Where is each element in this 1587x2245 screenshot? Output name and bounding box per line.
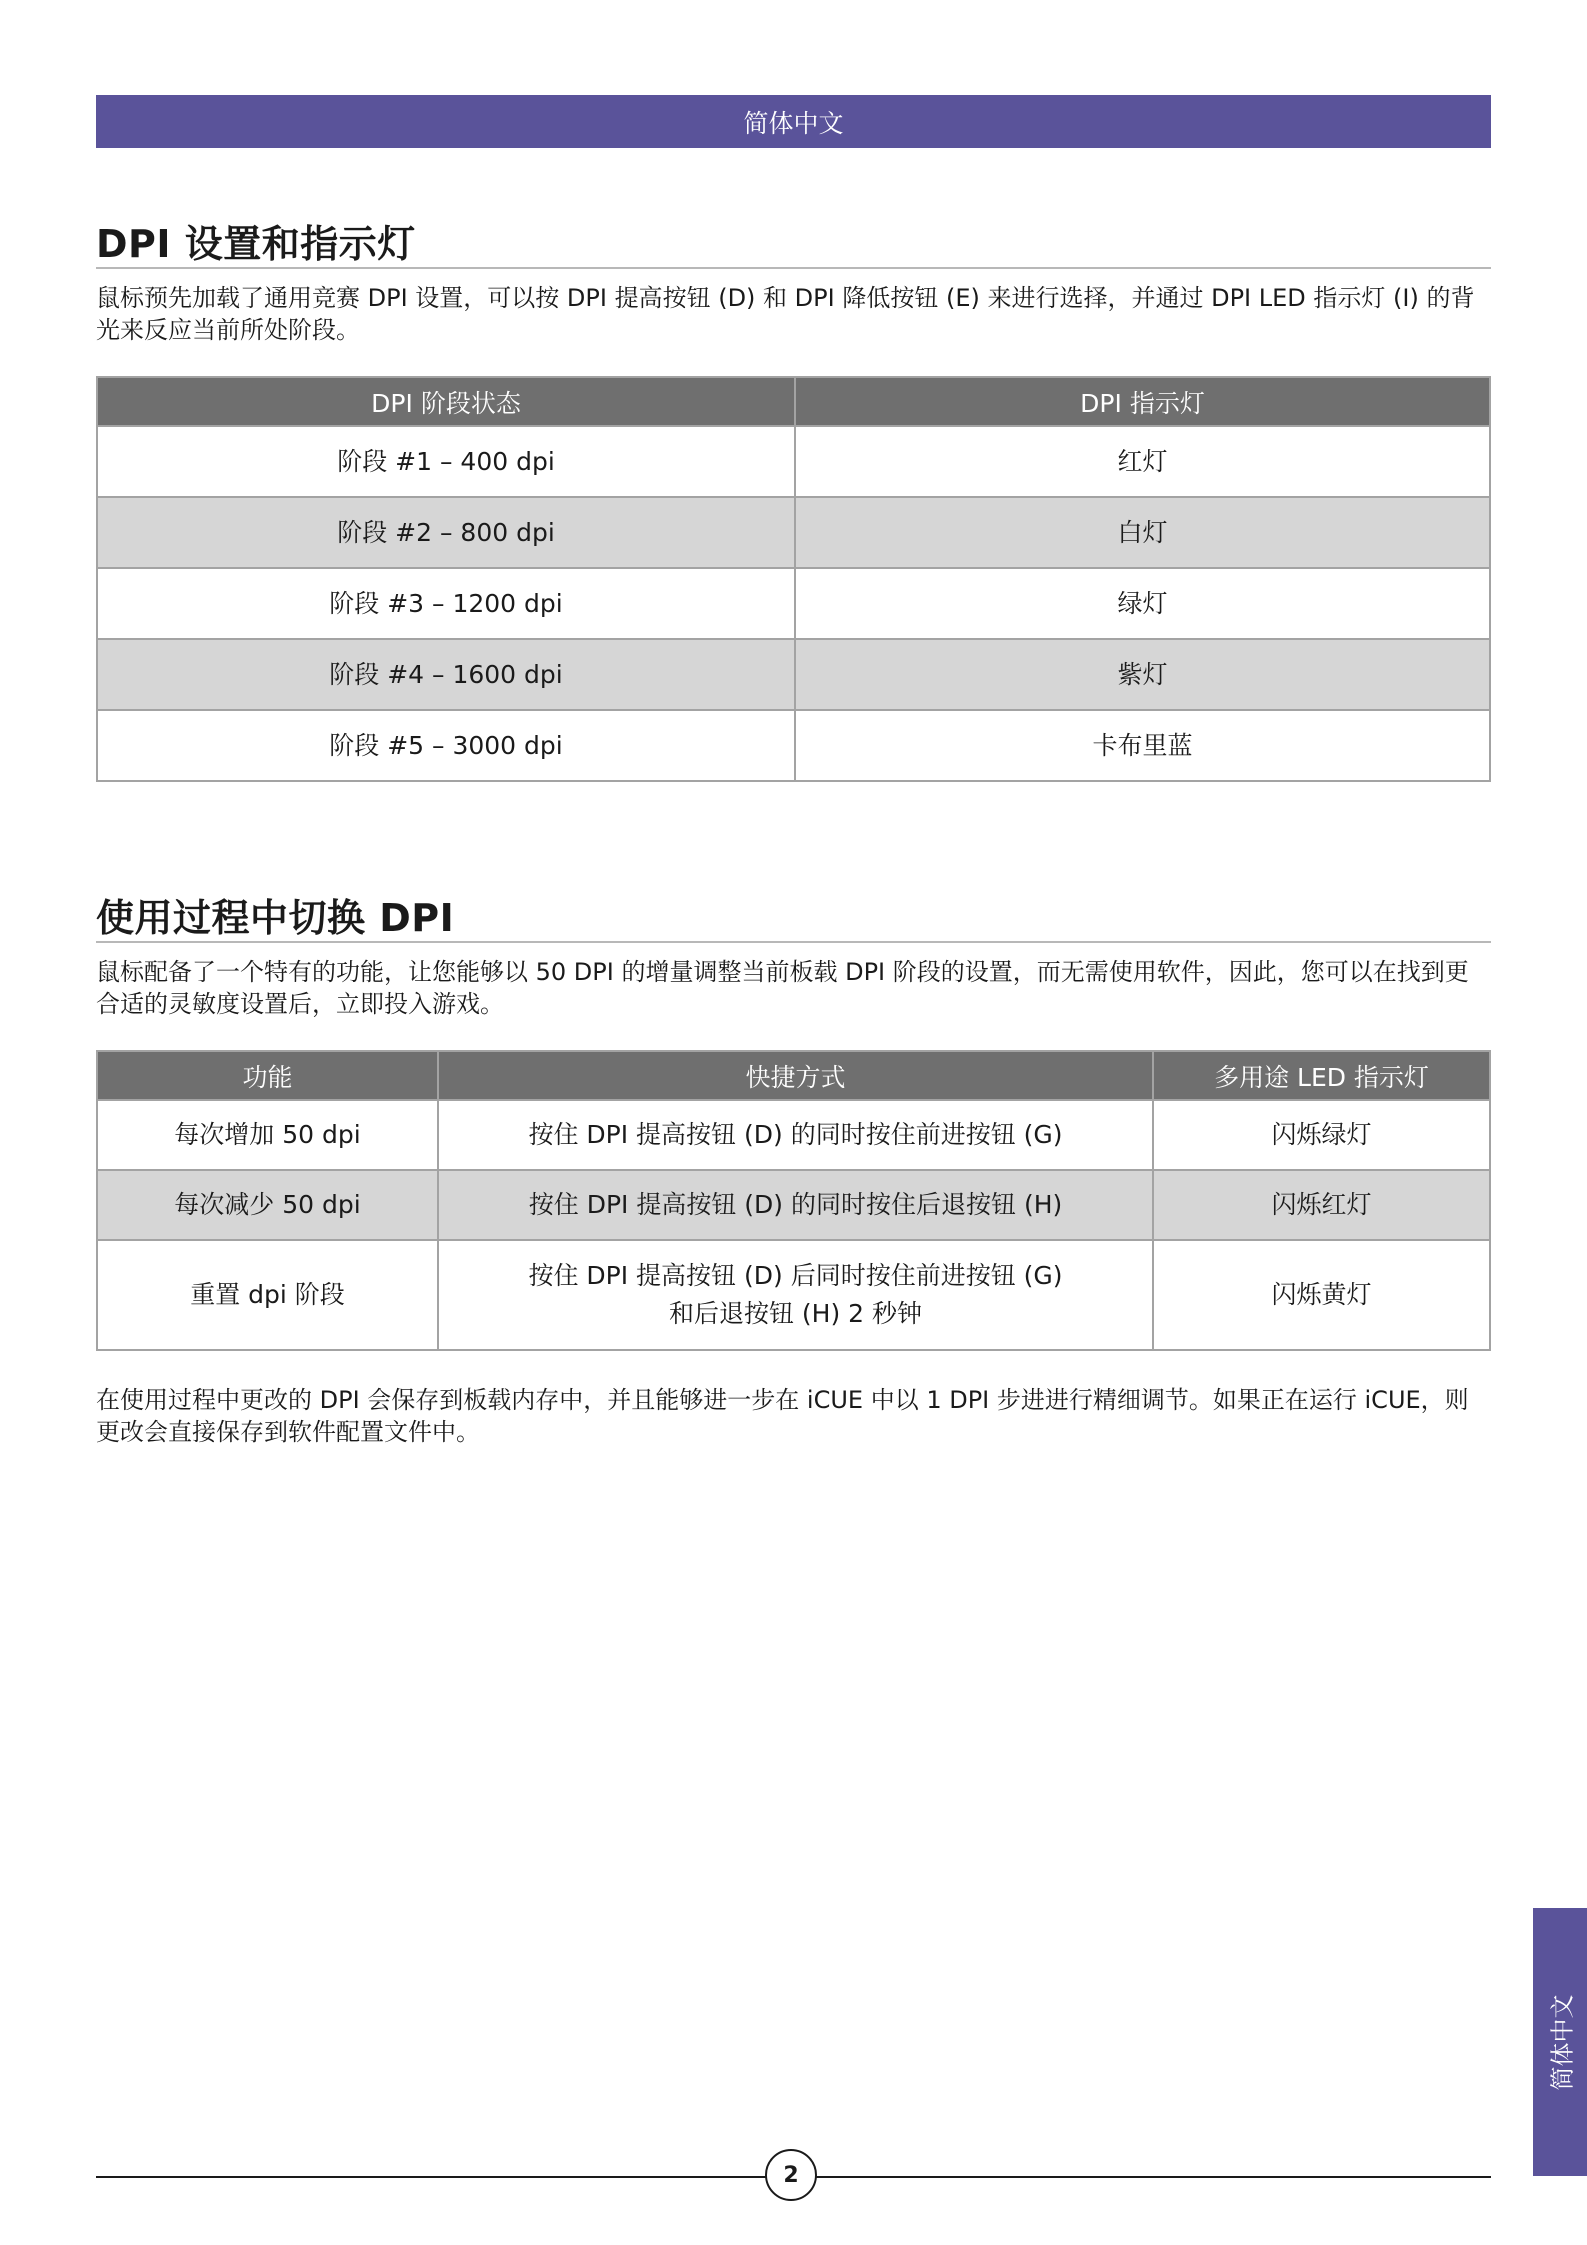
shortcut-line: 和后退按钮 (H) 2 秒钟 [668, 1299, 923, 1328]
column-header-indicator: DPI 指示灯 [795, 377, 1490, 426]
stage-cell: 阶段 #4 – 1600 dpi [97, 639, 795, 710]
stage-cell: 阶段 #1 – 400 dpi [97, 426, 795, 497]
dpi-shortcut-table [96, 1050, 1491, 1351]
table-row [97, 497, 1490, 568]
table-row [97, 1170, 1490, 1240]
section-divider [96, 267, 1491, 269]
led-cell: 闪烁红灯 [1153, 1170, 1490, 1240]
indicator-cell: 白灯 [795, 497, 1490, 568]
column-header-led: 多用途 LED 指示灯 [1153, 1051, 1490, 1100]
dpi-settings-intro: 鼠标预先加载了通用竞赛 DPI 设置，可以按 DPI 提高按钮 (D) 和 DPI 降低按钮 (E) 来进行选择，并通过 DPI LED 指示灯 (I) 的背光来反应当前所处阶段。 [96, 284, 1475, 344]
table-row [97, 710, 1490, 781]
function-cell: 每次增加 50 dpi [97, 1100, 438, 1170]
shortcut-line: 按住 DPI 提高按钮 (D) 后同时按住前进按钮 (G) [528, 1261, 1063, 1290]
table-row [97, 1100, 1490, 1170]
on-the-fly-dpi-title: 使用过程中切换 DPI [96, 896, 455, 940]
section-divider [96, 941, 1491, 943]
table-row [97, 639, 1490, 710]
indicator-cell: 紫灯 [795, 639, 1490, 710]
language-banner [96, 95, 1491, 148]
dpi-stage-table [96, 376, 1491, 782]
function-cell: 重置 dpi 阶段 [97, 1240, 438, 1350]
stage-cell: 阶段 #3 – 1200 dpi [97, 568, 795, 639]
page-number-label: 2 [783, 2162, 799, 2188]
dpi-settings-title: DPI 设置和指示灯 [96, 222, 416, 266]
led-cell: 闪烁绿灯 [1153, 1100, 1490, 1170]
side-tab-label: 简体中文 [1548, 1994, 1577, 2090]
shortcut-cell: 按住 DPI 提高按钮 (D) 的同时按住前进按钮 (G) [438, 1100, 1153, 1170]
column-header-stage: DPI 阶段状态 [97, 377, 795, 426]
column-header-function: 功能 [97, 1051, 438, 1100]
language-label: 简体中文 [743, 108, 844, 138]
indicator-cell: 绿灯 [795, 568, 1490, 639]
table-row [97, 1240, 1490, 1350]
on-the-fly-dpi-intro: 鼠标配备了一个特有的功能，让您能够以 50 DPI 的增量调整当前板载 DPI 阶段的设置，而无需使用软件，因此，您可以在找到更合适的灵敏度设置后，立即投入游戏。 [96, 958, 1469, 1018]
column-header-shortcut: 快捷方式 [438, 1051, 1153, 1100]
indicator-cell: 红灯 [795, 426, 1490, 497]
page-number [765, 2149, 817, 2201]
stage-cell: 阶段 #2 – 800 dpi [97, 497, 795, 568]
table-header-row [97, 1051, 1490, 1100]
table-row [97, 426, 1490, 497]
shortcut-cell: 按住 DPI 提高按钮 (D) 的同时按住后退按钮 (H) [438, 1170, 1153, 1240]
table-row [97, 568, 1490, 639]
led-cell: 闪烁黄灯 [1153, 1240, 1490, 1350]
stage-cell: 阶段 #5 – 3000 dpi [97, 710, 795, 781]
icue-note: 在使用过程中更改的 DPI 会保存到板载内存中，并且能够进一步在 iCUE 中以 1 DPI 步进进行精细调节。如果正在运行 iCUE，则更改会直接保存到软件配置文件中。 [96, 1386, 1469, 1446]
shortcut-cell [438, 1240, 1153, 1350]
language-side-tab [1533, 1908, 1587, 2176]
indicator-cell: 卡布里蓝 [795, 710, 1490, 781]
function-cell: 每次减少 50 dpi [97, 1170, 438, 1240]
table-header-row [97, 377, 1490, 426]
